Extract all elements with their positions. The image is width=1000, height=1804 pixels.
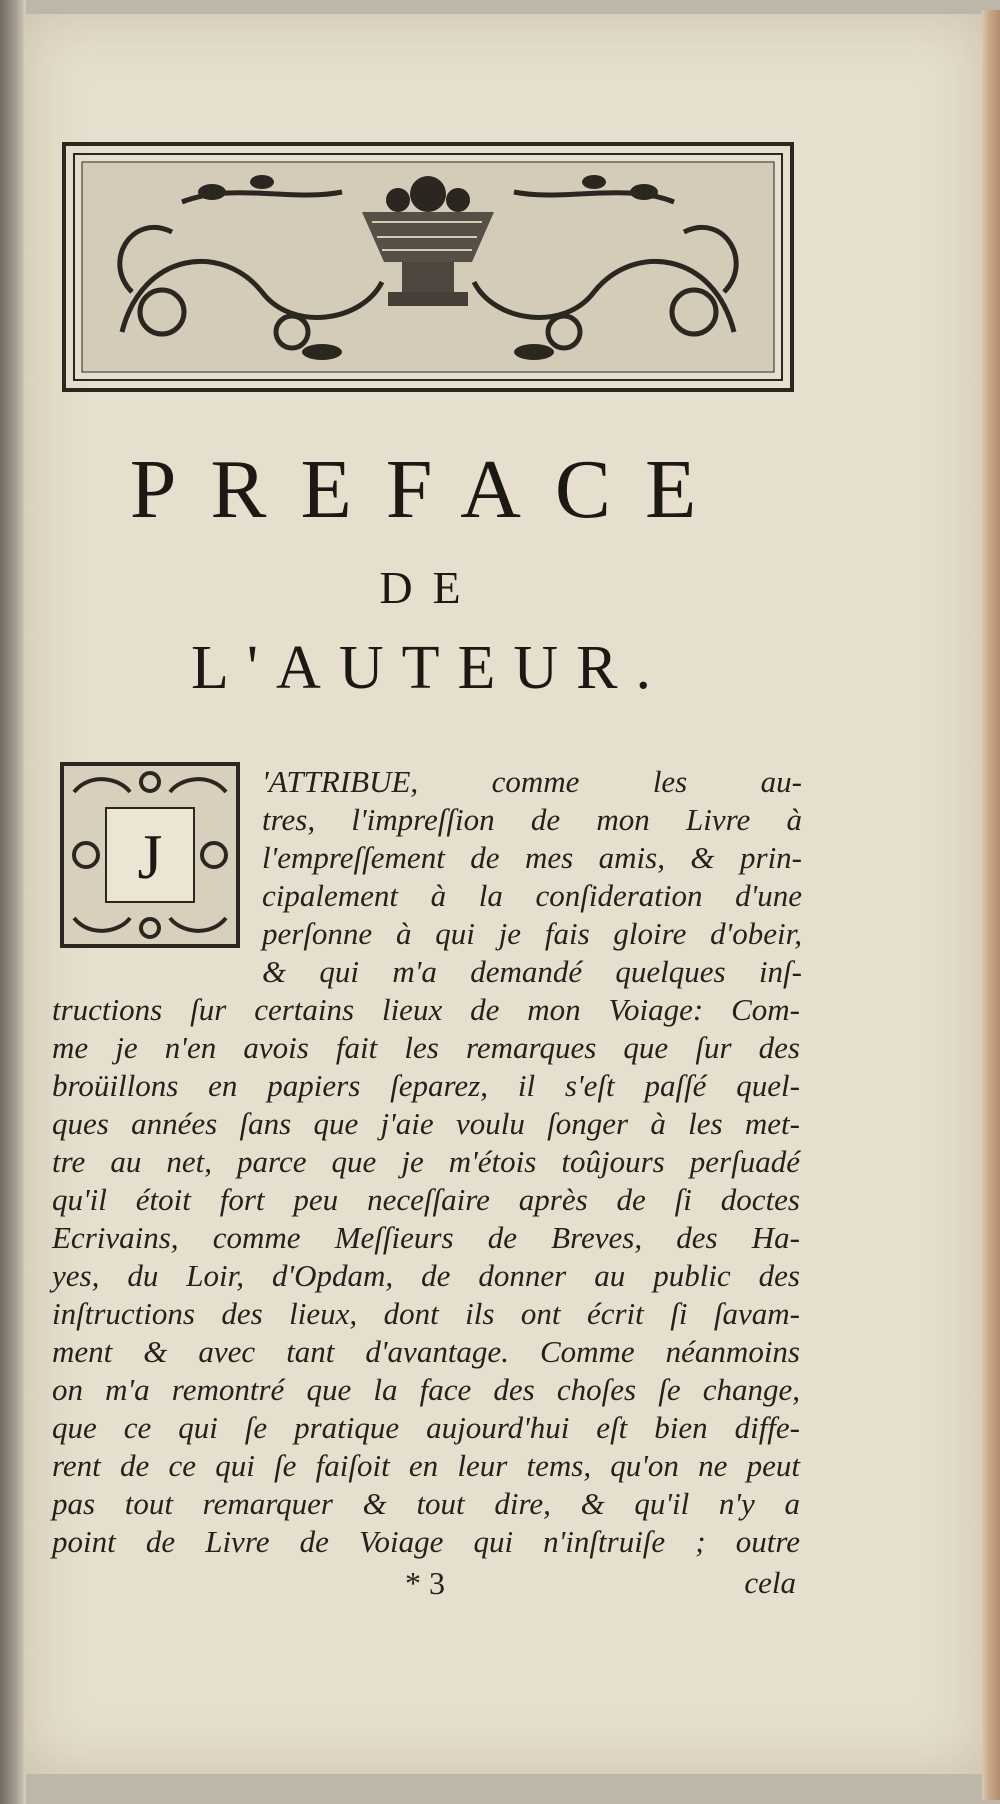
text-line: point de Livre de Voiage qui n'inſtruiſe ; outre xyxy=(52,1524,800,1559)
text-line: qu'il étoit fort peu neceſſaire après de ſi doctes xyxy=(52,1182,800,1217)
text-line: me je n'en avois fait les remarques que ſur des xyxy=(52,1030,800,1065)
text-line: & qui m'a demandé quelques inſ- xyxy=(262,954,802,989)
drop-cap-letter: J xyxy=(137,821,163,892)
text-line: tre au net, parce que je m'étois toûjours perſuadé xyxy=(52,1144,800,1179)
text-line: rent de ce qui ſe faiſoit en leur tems, qu'on ne peut xyxy=(52,1448,800,1483)
text-line: perſonne à qui je fais gloire d'obeir, xyxy=(262,916,802,951)
page-title-de: DE xyxy=(379,562,481,613)
text-line: tres, l'impreſſion de mon Livre à xyxy=(262,802,802,837)
text-line: ques années ſans que j'aie voulu ſonger à les met- xyxy=(52,1106,800,1141)
text-line: ment & avec tant d'avantage. Comme néanmoins xyxy=(52,1334,800,1369)
text-line: tructions ſur certains lieux de mon Voiage: Com- xyxy=(52,992,800,1027)
book-binding-edge xyxy=(0,0,26,1804)
page-edge xyxy=(982,10,1000,1800)
text-line: Ecrivains, comme Meſſieurs de Breves, des Ha- xyxy=(52,1220,800,1255)
text-line: yes, du Loir, d'Opdam, de donner au public des xyxy=(52,1258,800,1293)
drop-cap-ornament xyxy=(60,762,240,948)
text-line: cipalement à la conſideration d'une xyxy=(262,878,802,913)
text-line: inſtructions des lieux, dont ils ont écrit ſi ſavam- xyxy=(52,1296,800,1331)
page-title-auteur: L'AUTEUR. xyxy=(191,634,669,702)
page-title: PREFACE xyxy=(129,443,731,536)
text-line: broüillons en papiers ſeparez, il s'eſt paſſé quel- xyxy=(52,1068,800,1103)
text-line: 'ATTRIBUE, comme les au- xyxy=(262,764,802,799)
text-line: que ce qui ſe pratique aujourd'hui eſt bien diffe- xyxy=(52,1410,800,1445)
text-line: on m'a remontré que la face des choſes ſe change, xyxy=(52,1372,800,1407)
signature-mark: * 3 xyxy=(405,1565,445,1601)
ornamental-headpiece xyxy=(62,142,794,392)
text-line: pas tout remarquer & tout dire, & qu'il n'y a xyxy=(52,1486,800,1521)
text-line: l'empreſſement de mes amis, & prin- xyxy=(262,840,802,875)
catchword: cela xyxy=(744,1565,796,1600)
